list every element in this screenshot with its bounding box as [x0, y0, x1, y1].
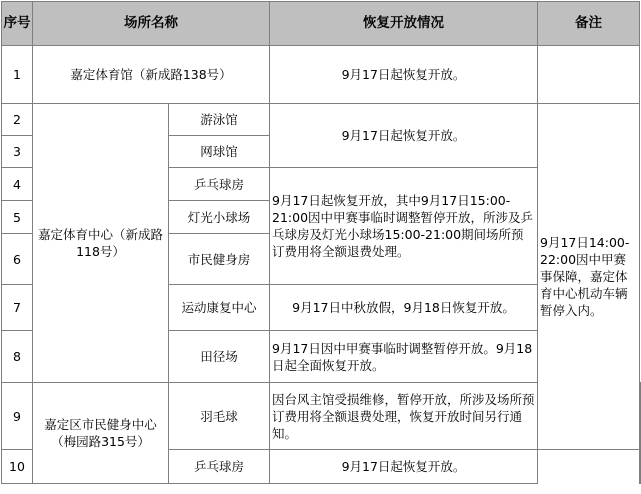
- row-seq: 10: [2, 450, 33, 484]
- header-status: 恢复开放情况: [270, 2, 538, 46]
- reopen-status: 9月17日起恢复开放。: [270, 46, 538, 104]
- header-seq: 序号: [2, 2, 33, 46]
- row-seq: 3: [2, 136, 33, 168]
- sub-venue-name: 网球馆: [169, 136, 270, 168]
- reopen-status: 9月17日因中甲赛事临时调整暂停开放。9月18日起全面恢复开放。: [270, 331, 538, 383]
- reopen-status: 因台风主馆受损维修，暂停开放，所涉及场所预订费用将全额退费处理，恢复开放时间另行通知。: [270, 383, 538, 450]
- sub-venue-name: 羽毛球: [169, 383, 270, 450]
- header-remark: 备注: [538, 2, 640, 46]
- reopen-status: 9月17日起恢复开放。: [270, 450, 538, 484]
- venue-reopening-table: [1, 1, 641, 484]
- sub-venue-name: 乒乓球房: [169, 450, 270, 484]
- reopen-status: 9月17日中秋放假，9月18日恢复开放。: [270, 285, 538, 331]
- header-venue: 场所名称: [33, 2, 270, 46]
- venue-name: 嘉定体育中心（新成路118号）: [33, 104, 169, 383]
- row-seq: 9: [2, 383, 33, 450]
- sub-venue-name: 乒乓球房: [169, 168, 270, 201]
- row-seq: 2: [2, 104, 33, 136]
- row-seq: 1: [2, 46, 33, 104]
- venue-name: 嘉定区市民健身中心（梅园路315号）: [33, 383, 169, 484]
- venue-name: 嘉定体育馆（新成路138号）: [33, 46, 270, 104]
- sub-venue-name: 田径场: [169, 331, 270, 383]
- reopen-status: 9月17日起恢复开放，其中9月17日15:00-21:00因中甲赛事临时调整暂停开放，所涉及乒乓球房及灯光小球场15:00-21:00期间场所预订费用将全额退费处理。: [270, 168, 538, 285]
- row-seq: 5: [2, 201, 33, 234]
- table-row: [2, 104, 641, 136]
- row-seq: 7: [2, 285, 33, 331]
- sub-venue-name: 市民健身房: [169, 234, 270, 285]
- remark-cell: 9月17日14:00-22:00因中甲赛事保障，嘉定体育中心机动车辆暂停入内。: [538, 104, 640, 450]
- sub-venue-name: 灯光小球场: [169, 201, 270, 234]
- row-seq: 8: [2, 331, 33, 383]
- remark-cell: [640, 383, 641, 484]
- sub-venue-name: 游泳馆: [169, 104, 270, 136]
- row-seq: 6: [2, 234, 33, 285]
- table-row: [2, 46, 641, 104]
- row-seq: 4: [2, 168, 33, 201]
- sub-venue-name: 运动康复中心: [169, 285, 270, 331]
- header-row: [2, 2, 641, 46]
- remark-cell: [538, 46, 640, 104]
- reopen-status: 9月17日起恢复开放。: [270, 104, 538, 168]
